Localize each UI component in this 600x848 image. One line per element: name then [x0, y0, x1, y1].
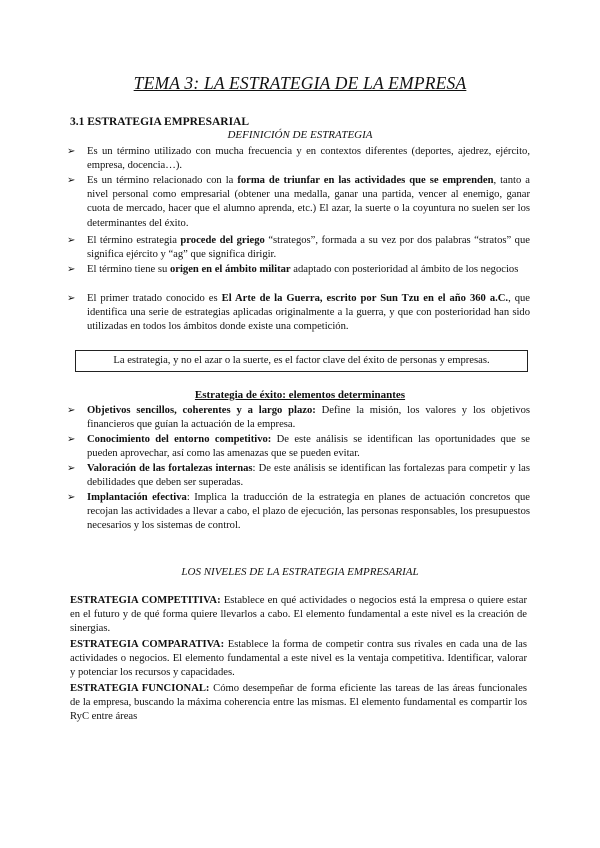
- list-item: ➢ Es un término relacionado con la forma de triunfar en las actividades que se emprenden, tanto a nivel personal como empresarial (obtener una medalla, ganar una partida, vencer al enemigo, ganar cuota de mercado, hacer que el alumno aprenda, etc.) El azar, la suerte o la coyuntura no suelen ser los determinantes del éxito.: [67, 175, 530, 229]
- arrow-bullet-icon: ➢: [67, 293, 76, 304]
- list-item: ➢ Valoración de las fortalezas internas: De este análisis se identifican las fortalezas para competir y las debilidades que deben ser superadas.: [67, 463, 531, 489]
- list-item: ➢ Conocimiento del entorno competitivo: De este análisis se identifican las oportunidades que se pueden aprovechar, así como las amenazas que se pueden evitar.: [67, 434, 530, 460]
- arrow-bullet-icon: ➢: [67, 463, 76, 474]
- paragraph: ESTRATEGIA COMPARATIVA: Establece la forma de competir contra sus rivales en cada una de las actividades o negocios. El elemento fundamental a este nivel es la ventaja competitiva. Identificar, valorar y potenciar los recursos y capacidades.: [70, 639, 527, 679]
- list-item: ➢ Objetivos sencillos, coherentes y a largo plazo: Define la misión, los valores y los objetivos financieros que guían la actuación de la empresa.: [67, 405, 530, 431]
- arrow-bullet-icon: ➢: [67, 175, 76, 186]
- list-item: ➢ El término tiene su origen en el ámbito militar adaptado con posterioridad al ámbito de los negocios: [87, 263, 530, 277]
- page-title: TEMA 3: LA ESTRATEGIA DE LA EMPRESA: [133, 73, 467, 93]
- paragraph: ESTRATEGIA COMPETITIVA: Establece en qué actividades o negocios está la empresa o quiere estar en el futuro y de qué forma quiere llevarlos a cabo. El elemento fundamental a este nivel es la creación de sinergias.: [70, 595, 527, 635]
- section-subheading: DEFINICIÓN DE ESTRATEGIA: [227, 129, 373, 141]
- list-item: ➢ El primer tratado conocido es El Arte de la Guerra, escrito por Sun Tzu en el año 360 a.C., que identifica una serie de estrategias aplicadas originalmente a la guerra, y que con posterioridad han sido utilizadas en todos los ámbitos donde existe una competición.: [67, 293, 531, 333]
- section-heading: 3.1 ESTRATEGIA EMPRESARIAL: [70, 116, 250, 128]
- list-item: ➢ Es un término utilizado con mucha frecuencia y en contextos diferentes (deportes, ajedrez, ejército, empresa, docencia…).: [67, 146, 530, 172]
- list-item: ➢ Implantación efectiva: Implica la traducción de la estrategia en planes de actuación concretos que recojan las actividades a llevar a cabo, el plazo de ejecución, las personas responsables, los presupuestos necesarios y los sistemas de control.: [67, 492, 531, 532]
- arrow-bullet-icon: ➢: [67, 405, 76, 416]
- arrow-bullet-icon: ➢: [67, 492, 76, 503]
- list-item: ➢ El término estrategia procede del griego “strategos”, formada a su vez por dos palabras “stratos” que significa ejército y “ag” que significa dirigir.: [67, 235, 530, 261]
- section-heading: Estrategia de éxito: elementos determinantes: [194, 389, 406, 401]
- paragraph: ESTRATEGIA FUNCIONAL: Cómo desempeñar de forma eficiente las tareas de las áreas funcionales de la empresa, buscando la máxima coherencia entre las mismas. El elemento fundamental es compartir los RyC entre áreas: [70, 683, 527, 723]
- key-idea-box: La estrategia, y no el azar o la suerte, es el factor clave del éxito de personas y empresas.: [75, 350, 528, 372]
- section-heading: LOS NIVELES DE LA ESTRATEGIA EMPRESARIAL: [181, 566, 419, 578]
- arrow-bullet-icon: ➢: [67, 264, 76, 275]
- arrow-bullet-icon: ➢: [67, 146, 76, 157]
- arrow-bullet-icon: ➢: [67, 434, 76, 445]
- arrow-bullet-icon: ➢: [67, 235, 76, 246]
